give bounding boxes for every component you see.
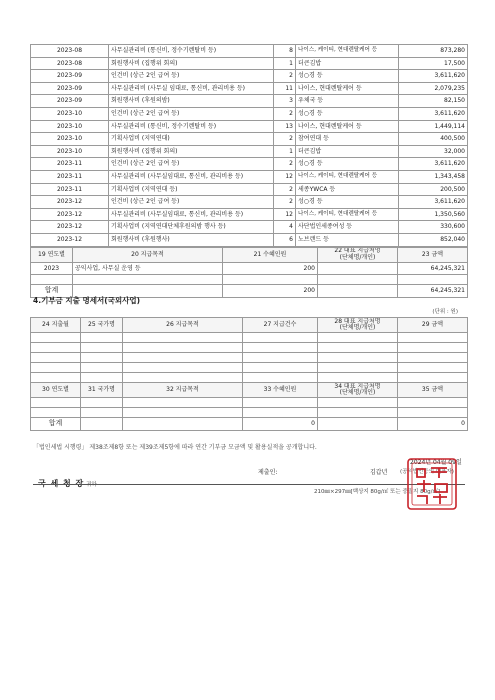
overseas-summary-header-row	[31, 383, 468, 398]
summary-payee	[318, 262, 398, 275]
expense-date: 2023-11	[31, 170, 109, 183]
expense-item: 회원행사비 (집행위 회의)	[109, 145, 274, 158]
summary-total-beneficiaries: 200	[223, 285, 318, 298]
expense-payee: 더큰김밥	[296, 145, 399, 158]
expense-amount: 3,611,620	[399, 70, 468, 83]
summary-amount: 64,245,321	[398, 262, 468, 275]
expense-date: 2023-09	[31, 82, 109, 95]
expense-count: 6	[274, 233, 296, 246]
expense-count: 11	[274, 82, 296, 95]
expense-row	[31, 183, 468, 196]
header-payee-line1: 28 대표 지급처명	[334, 317, 381, 325]
expense-item: 인건비 (상근 2인 급여 등)	[109, 158, 274, 171]
expense-item: 사무실관리비 (통신비, 정수기렌탈비 등)	[109, 45, 274, 58]
expense-date: 2023-10	[31, 120, 109, 133]
paper-spec: 210㎜×297㎜[백상지 80g/㎡ 또는 중질지 80g/㎡]	[314, 489, 441, 495]
header-payee-line2: (단체명/개인)	[339, 253, 376, 261]
header-payee-line1: 22 대표 지급처명	[334, 247, 381, 254]
expense-item: 기획사업비 (지역연대 등)	[109, 183, 274, 196]
expense-payee: 성○경 등	[296, 107, 399, 120]
expense-date: 2023-08	[31, 57, 109, 70]
expense-count: 13	[274, 120, 296, 133]
footer-rule	[33, 484, 465, 485]
expense-count: 12	[274, 208, 296, 221]
header-count: 27 지급건수	[243, 318, 318, 333]
blank-row	[31, 333, 468, 343]
domestic-expense-table	[30, 44, 468, 247]
expense-payee: 세종YWCA 등	[296, 183, 399, 196]
expense-amount: 82,150	[399, 95, 468, 108]
expense-date: 2023-12	[31, 208, 109, 221]
expense-count: 2	[274, 183, 296, 196]
expense-item: 회원행사비 (후원행사)	[109, 233, 274, 246]
expense-amount: 330,600	[399, 221, 468, 234]
expense-item: 인건비 (상근 2인 급여 등)	[109, 70, 274, 83]
expense-count: 2	[274, 196, 296, 209]
summary-header-row	[31, 247, 468, 262]
official-seal-stamp	[405, 456, 459, 512]
expense-count: 2	[274, 70, 296, 83]
header-payee-line1: 34 대표 지급처명	[334, 382, 381, 390]
expense-payee: 나이스, 케이티, 현대렌탈케어 등	[296, 208, 399, 221]
expense-row	[31, 45, 468, 58]
expense-item: 사무실관리비 (사무실임대료, 통신비, 관리비용 등)	[109, 170, 274, 183]
overseas-total-label: 합계	[31, 418, 81, 431]
blank-row	[31, 275, 468, 285]
header-payee	[318, 247, 398, 262]
header-country: 31 국가명	[81, 383, 123, 398]
summary-beneficiaries: 200	[223, 262, 318, 275]
expense-row	[31, 196, 468, 209]
expense-count: 1	[274, 57, 296, 70]
expense-row	[31, 170, 468, 183]
expense-row	[31, 145, 468, 158]
submission-date: 2024년 04월 09일	[410, 459, 462, 466]
expense-date: 2023-11	[31, 183, 109, 196]
expense-item: 회원행사비 (후원의밤)	[109, 95, 274, 108]
expense-count: 1	[274, 145, 296, 158]
expense-payee: 나이스, 현대렌탈케어 등	[296, 82, 399, 95]
expense-payee: 성○경 등	[296, 70, 399, 83]
expense-amount: 1,449,114	[399, 120, 468, 133]
blank-row	[31, 373, 468, 383]
summary-purpose: 공익사업, 사무실 운영 등	[73, 262, 223, 275]
expense-row	[31, 82, 468, 95]
header-beneficiaries: 33 수혜인원	[243, 383, 318, 398]
expense-item: 사무실관리비 (사무실임대료, 통신비, 관리비용 등)	[109, 208, 274, 221]
expense-date: 2023-11	[31, 158, 109, 171]
header-purpose: 32 지급목적	[123, 383, 243, 398]
unit-label: (단위 : 원)	[432, 309, 458, 315]
blank-row	[31, 343, 468, 353]
submitter-name: 김갑년	[370, 469, 388, 476]
summary-total-amount: 64,245,321	[398, 285, 468, 298]
header-country: 25 국가명	[81, 318, 123, 333]
expense-payee: 참여연대 등	[296, 133, 399, 146]
expense-row	[31, 133, 468, 146]
expense-item: 회원행사비 (집행위 회의)	[109, 57, 274, 70]
overseas-total-beneficiaries: 0	[243, 418, 318, 431]
expense-payee: 나이스, 케이티, 현대렌탈케어 등	[296, 170, 399, 183]
expense-amount: 400,500	[399, 133, 468, 146]
header-year: 30 연도별	[31, 383, 81, 398]
overseas-total-row	[31, 418, 468, 431]
expense-row	[31, 233, 468, 246]
expense-payee: 노브랜드 등	[296, 233, 399, 246]
summary-year: 2023	[31, 262, 73, 275]
header-purpose: 26 지급목적	[123, 318, 243, 333]
expense-count: 2	[274, 107, 296, 120]
header-purpose: 20 지급목적	[73, 247, 223, 262]
expense-payee: 우체국 등	[296, 95, 399, 108]
expense-item: 인건비 (상근 2인 급여 등)	[109, 196, 274, 209]
section4-title: 4.기부금 지출 명세서(국외사업)	[33, 296, 141, 305]
header-amount: 29 금액	[398, 318, 468, 333]
overseas-total-amount: 0	[398, 418, 468, 431]
overseas-section	[30, 317, 467, 431]
expense-amount: 1,350,560	[399, 208, 468, 221]
header-amount: 23 금액	[398, 247, 468, 262]
expense-row	[31, 120, 468, 133]
overseas-header-row	[31, 318, 468, 333]
expense-payee: 더큰김밥	[296, 57, 399, 70]
expense-date: 2023-12	[31, 233, 109, 246]
expense-date: 2023-09	[31, 95, 109, 108]
expense-detail-sheet	[30, 44, 467, 298]
expense-date: 2023-12	[31, 196, 109, 209]
signature-slot: (공익법인등의 대표자)	[400, 469, 454, 475]
expense-amount: 1,343,458	[399, 170, 468, 183]
domestic-summary-table	[30, 247, 468, 298]
expense-payee: 성○경 등	[296, 158, 399, 171]
blank-row	[31, 363, 468, 373]
expense-count: 2	[274, 158, 296, 171]
expense-amount: 3,611,620	[399, 158, 468, 171]
expense-payee: 나이스, 현대렌탈케어 등	[296, 120, 399, 133]
legal-notice: 「법인세법 시행령」 제38조제8항 또는 제39조제5항에 따라 연간 기부금 모금액 및 활용실적을 공개합니다.	[33, 444, 317, 451]
expense-amount: 3,611,620	[399, 107, 468, 120]
expense-count: 4	[274, 221, 296, 234]
header-payee-line2: (단체명/개인)	[339, 324, 376, 331]
expense-item: 기획사업비 (지역연대)	[109, 133, 274, 146]
expense-count: 12	[274, 170, 296, 183]
expense-item: 사무실관리비 (사무실 임대료, 통신비, 관리비용 등)	[109, 82, 274, 95]
expense-date: 2023-10	[31, 107, 109, 120]
summary-row	[31, 262, 468, 275]
expense-item: 사무실관리비 (통신비, 정수기렌탈비 등)	[109, 120, 274, 133]
header-payee	[318, 318, 398, 333]
expense-amount: 200,500	[399, 183, 468, 196]
expense-row	[31, 57, 468, 70]
expense-date: 2023-09	[31, 70, 109, 83]
expense-row	[31, 70, 468, 83]
expense-row	[31, 95, 468, 108]
blank-row	[31, 408, 468, 418]
expense-item: 인건비 (상근 2인 급여 등)	[109, 107, 274, 120]
expense-count: 2	[274, 133, 296, 146]
expense-amount: 17,500	[399, 57, 468, 70]
honorific: 귀하	[86, 482, 97, 488]
expense-amount: 873,280	[399, 45, 468, 58]
expense-row	[31, 158, 468, 171]
expense-amount: 32,000	[399, 145, 468, 158]
blank-row	[31, 353, 468, 363]
expense-row	[31, 208, 468, 221]
expense-date: 2023-08	[31, 45, 109, 58]
expense-count: 3	[274, 95, 296, 108]
expense-item: 기획사업비 (지역연대단체후원의밤 행사 등)	[109, 221, 274, 234]
expense-date: 2023-12	[31, 221, 109, 234]
expense-row	[31, 221, 468, 234]
expense-date: 2023-10	[31, 133, 109, 146]
expense-payee: 나이스, 케이티, 현대렌탈케어 등	[296, 45, 399, 58]
recipient-office: 국 세 청 장	[38, 479, 85, 488]
header-payee-line2: (단체명/개인)	[339, 389, 376, 396]
header-month: 24 지출월	[31, 318, 81, 333]
expense-payee: 성○경 등	[296, 196, 399, 209]
expense-amount: 3,611,620	[399, 196, 468, 209]
blank-row	[31, 398, 468, 408]
expense-amount: 2,079,235	[399, 82, 468, 95]
header-amount: 35 금액	[398, 383, 468, 398]
expense-amount: 852,040	[399, 233, 468, 246]
submitter-label: 제출인:	[258, 469, 278, 476]
expense-payee: 사단법인세종여성 등	[296, 221, 399, 234]
overseas-table	[30, 317, 468, 431]
expense-date: 2023-10	[31, 145, 109, 158]
header-payee	[318, 383, 398, 398]
expense-count: 8	[274, 45, 296, 58]
header-year: 19 연도별	[31, 247, 73, 262]
expense-row	[31, 107, 468, 120]
summary-total-label: 합계	[31, 285, 73, 298]
header-beneficiaries: 21 수혜인원	[223, 247, 318, 262]
